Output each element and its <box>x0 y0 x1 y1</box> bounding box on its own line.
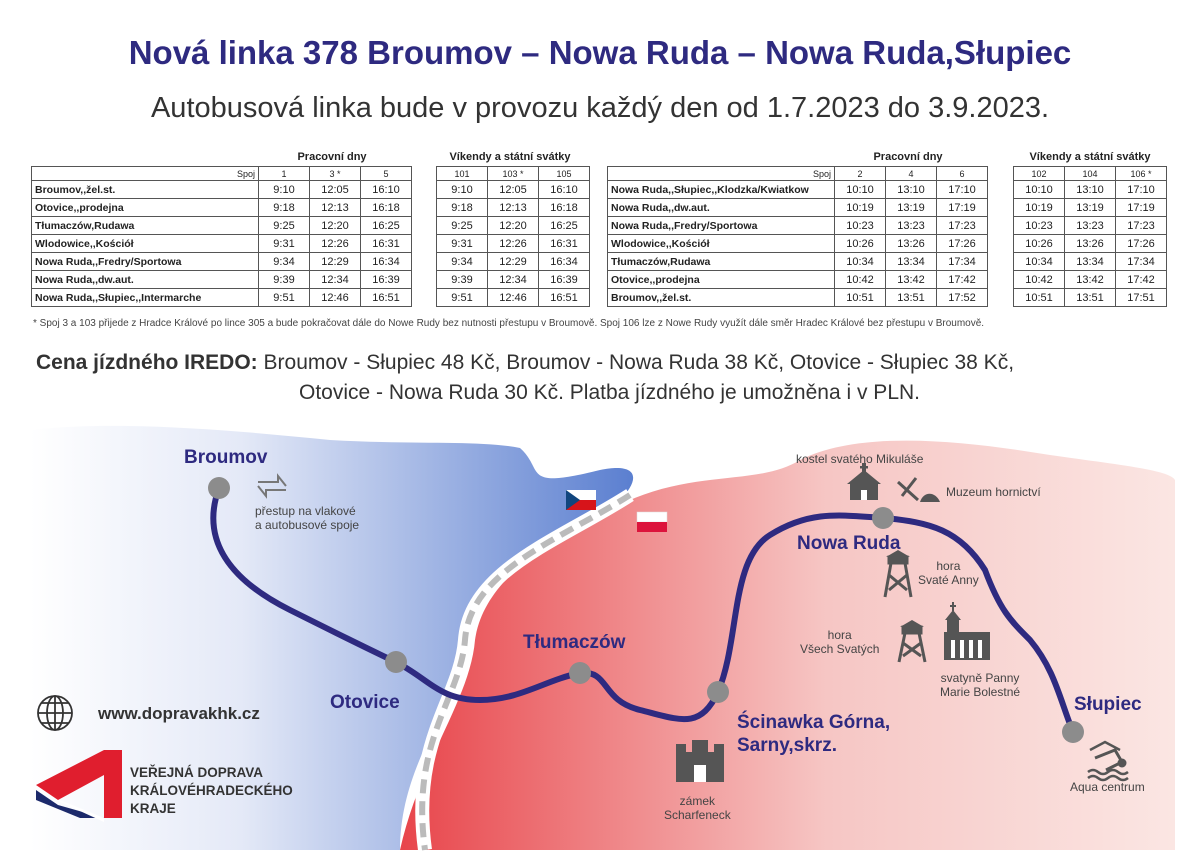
table-row <box>608 217 988 235</box>
departure-time: 12:05 <box>488 181 539 199</box>
stop-otovice <box>385 651 407 673</box>
timetable-outbound-weekend <box>436 166 590 307</box>
departure-time: 12:46 <box>488 289 539 307</box>
table-row <box>32 199 412 217</box>
departure-time: 17:51 <box>1116 289 1167 307</box>
poi-hora-svatych <box>800 628 879 656</box>
table-row <box>1014 217 1167 235</box>
stop-broumov <box>208 477 230 499</box>
departure-time: 17:26 <box>937 235 988 253</box>
table-header-row <box>608 167 988 181</box>
trip-number: 101 <box>437 167 488 181</box>
table-row <box>32 217 412 235</box>
departure-time: 13:51 <box>886 289 937 307</box>
stop-nowa-ruda <box>872 507 894 529</box>
table-row <box>1014 235 1167 253</box>
table-header-row <box>437 167 590 181</box>
departure-time: 10:34 <box>1014 253 1065 271</box>
organization-name <box>130 764 293 818</box>
departure-time: 16:10 <box>539 181 590 199</box>
departure-time: 13:42 <box>886 271 937 289</box>
price-line1: Broumov - Słupiec 48 Kč, Broumov - Nowa Ruda 38 Kč, Otovice - Słupiec 38 Kč, <box>263 351 1015 374</box>
table-out-workdays-header: Pracovní dny <box>297 151 367 163</box>
stop-scinawka <box>707 681 729 703</box>
departure-time: 16:10 <box>361 181 412 199</box>
table-row <box>437 235 590 253</box>
town-scinawka-line2: Sarny,skrz. <box>737 735 837 756</box>
transfer-note <box>255 504 359 532</box>
departure-time: 17:34 <box>1116 253 1167 271</box>
departure-time: 10:23 <box>835 217 886 235</box>
transfer-note-line1: přestup na vlakové <box>255 504 356 518</box>
departure-time: 12:29 <box>488 253 539 271</box>
departure-time: 16:18 <box>361 199 412 217</box>
stop-name: Broumov,,žel.st. <box>32 181 259 199</box>
stop-name: Nowa Ruda,,Fredry/Sportowa <box>32 253 259 271</box>
poi-muzeum: Muzeum hornictví <box>946 485 1041 499</box>
departure-time: 16:34 <box>539 253 590 271</box>
town-otovice: Otovice <box>330 692 400 713</box>
departure-time: 16:51 <box>539 289 590 307</box>
departure-time: 17:19 <box>937 199 988 217</box>
price-label: Cena jízdného IREDO: <box>36 351 258 374</box>
departure-time: 10:19 <box>835 199 886 217</box>
table-row <box>32 181 412 199</box>
trip-number: 3 * <box>310 167 361 181</box>
departure-time: 9:18 <box>437 199 488 217</box>
poi-zamek <box>664 794 731 822</box>
departure-time: 13:23 <box>886 217 937 235</box>
trip-number: 1 <box>259 167 310 181</box>
departure-time: 17:34 <box>937 253 988 271</box>
departure-time: 12:26 <box>310 235 361 253</box>
czech-flag-icon <box>566 490 596 510</box>
departure-time: 17:42 <box>937 271 988 289</box>
stop-name: Otovice,,prodejna <box>608 271 835 289</box>
table-header-row <box>1014 167 1167 181</box>
departure-time: 9:34 <box>259 253 310 271</box>
town-tlumaczow: Tłumaczów <box>523 632 626 653</box>
departure-time: 17:10 <box>1116 181 1167 199</box>
departure-time: 9:51 <box>259 289 310 307</box>
departure-time: 16:39 <box>361 271 412 289</box>
table-row <box>437 217 590 235</box>
stop-name: Nowa Ruda,,Słupiec,,Intermarche <box>32 289 259 307</box>
departure-time: 9:25 <box>259 217 310 235</box>
departure-time: 9:31 <box>259 235 310 253</box>
table-out-weekend-header: Víkendy a státní svátky <box>449 151 571 163</box>
table-row <box>608 289 988 307</box>
town-nowa-ruda: Nowa Ruda <box>797 533 901 554</box>
poi-hora-svatych-line2: Všech Svatých <box>800 642 880 656</box>
table-row <box>437 289 590 307</box>
org-line1: VEŘEJNÁ DOPRAVA <box>130 765 264 780</box>
departure-time: 17:23 <box>1116 217 1167 235</box>
departure-time: 9:10 <box>437 181 488 199</box>
departure-time: 12:34 <box>310 271 361 289</box>
departure-time: 9:25 <box>437 217 488 235</box>
departure-time: 13:10 <box>1065 181 1116 199</box>
table-row <box>32 289 412 307</box>
town-scinawka <box>737 711 890 757</box>
stop-name: Tłumaczów,Rudawa <box>32 217 259 235</box>
departure-time: 13:42 <box>1065 271 1116 289</box>
trip-number: 2 <box>835 167 886 181</box>
departure-time: 9:51 <box>437 289 488 307</box>
table-row <box>32 271 412 289</box>
trip-number: 103 * <box>488 167 539 181</box>
departure-time: 12:13 <box>310 199 361 217</box>
poi-hora-anny-line2: Svaté Anny <box>918 573 979 587</box>
departure-time: 17:26 <box>1116 235 1167 253</box>
polish-flag-icon <box>637 512 667 532</box>
departure-time: 16:34 <box>361 253 412 271</box>
departure-time: 13:26 <box>1065 235 1116 253</box>
departure-time: 17:23 <box>937 217 988 235</box>
table-back-weekend-header: Víkendy a státní svátky <box>1029 151 1151 163</box>
poi-svatyne-line1: svatyně Panny <box>940 671 1020 685</box>
departure-time: 13:19 <box>1065 199 1116 217</box>
departure-time: 12:05 <box>310 181 361 199</box>
org-line2: KRÁLOVÉHRADECKÉHO <box>130 783 293 798</box>
trip-number: 4 <box>886 167 937 181</box>
departure-time: 13:26 <box>886 235 937 253</box>
price-info <box>36 348 1014 408</box>
spoj-label: Spoj <box>32 167 259 181</box>
transfer-note-line2: a autobusové spoje <box>255 518 360 532</box>
departure-time: 17:42 <box>1116 271 1167 289</box>
departure-time: 13:34 <box>886 253 937 271</box>
departure-time: 13:34 <box>1065 253 1116 271</box>
table-row <box>32 253 412 271</box>
website-link[interactable]: www.dopravakhk.cz <box>98 704 260 723</box>
globe-icon <box>38 696 72 730</box>
departure-time: 9:31 <box>437 235 488 253</box>
stop-name: Nowa Ruda,,dw.aut. <box>32 271 259 289</box>
table-header-row <box>32 167 412 181</box>
poi-zamek-line1: zámek <box>679 794 716 808</box>
departure-time: 10:51 <box>835 289 886 307</box>
table-row <box>437 199 590 217</box>
table-row <box>608 181 988 199</box>
departure-time: 13:19 <box>886 199 937 217</box>
timetable-outbound-workdays <box>31 166 412 307</box>
price-line2: Otovice - Nowa Ruda 30 Kč. Platba jízdného je umožněna i v PLN. <box>299 381 920 404</box>
departure-time: 9:39 <box>437 271 488 289</box>
timetable-return-workdays <box>607 166 988 307</box>
departure-time: 13:51 <box>1065 289 1116 307</box>
table-row <box>608 253 988 271</box>
poi-hora-svatych-line1: hora <box>827 628 852 642</box>
table-row <box>1014 199 1167 217</box>
table-row <box>437 253 590 271</box>
departure-time: 16:25 <box>539 217 590 235</box>
departure-time: 12:29 <box>310 253 361 271</box>
poi-zamek-line2: Scharfeneck <box>664 808 731 822</box>
poi-kostel: kostel svatého Mikuláše <box>796 452 924 466</box>
departure-time: 12:13 <box>488 199 539 217</box>
poi-hora-anny-line1: hora <box>936 559 961 573</box>
trip-number: 106 * <box>1116 167 1167 181</box>
departure-time: 12:20 <box>488 217 539 235</box>
table-row <box>1014 289 1167 307</box>
stop-name: Otovice,,prodejna <box>32 199 259 217</box>
departure-time: 10:51 <box>1014 289 1065 307</box>
table-row <box>608 199 988 217</box>
departure-time: 10:10 <box>835 181 886 199</box>
departure-time: 10:23 <box>1014 217 1065 235</box>
departure-time: 10:26 <box>1014 235 1065 253</box>
departure-time: 13:10 <box>886 181 937 199</box>
departure-time: 10:42 <box>835 271 886 289</box>
departure-time: 17:19 <box>1116 199 1167 217</box>
table-row <box>608 235 988 253</box>
departure-time: 12:26 <box>488 235 539 253</box>
departure-time: 9:10 <box>259 181 310 199</box>
departure-time: 16:39 <box>539 271 590 289</box>
stop-name: Nowa Ruda,,Fredry/Sportowa <box>608 217 835 235</box>
departure-time: 17:52 <box>937 289 988 307</box>
trip-number: 102 <box>1014 167 1065 181</box>
trip-number: 6 <box>937 167 988 181</box>
departure-time: 9:34 <box>437 253 488 271</box>
trip-number: 104 <box>1065 167 1116 181</box>
table-row <box>1014 253 1167 271</box>
departure-time: 12:46 <box>310 289 361 307</box>
table-back-workdays-header: Pracovní dny <box>873 151 943 163</box>
trip-number: 5 <box>361 167 412 181</box>
departure-time: 16:25 <box>361 217 412 235</box>
departure-time: 12:34 <box>488 271 539 289</box>
org-line3: KRAJE <box>130 801 176 816</box>
trip-number: 105 <box>539 167 590 181</box>
town-scinawka-line1: Ścinawka Górna, <box>737 712 891 733</box>
stop-name: Nowa Ruda,,Słupiec,,Klodzka/Kwiatkow <box>608 181 835 199</box>
table-row <box>437 181 590 199</box>
departure-time: 17:10 <box>937 181 988 199</box>
table-row <box>608 271 988 289</box>
poi-svatyne-line2: Marie Bolestné <box>940 685 1021 699</box>
stop-name: Nowa Ruda,,dw.aut. <box>608 199 835 217</box>
departure-time: 10:26 <box>835 235 886 253</box>
departure-time: 10:19 <box>1014 199 1065 217</box>
stop-name: Wlodowice,,Kościół <box>608 235 835 253</box>
poi-svatyne <box>940 671 1020 699</box>
stop-tlumaczow <box>569 662 591 684</box>
stop-name: Tłumaczów,Rudawa <box>608 253 835 271</box>
departure-time: 10:34 <box>835 253 886 271</box>
departure-time: 9:18 <box>259 199 310 217</box>
departure-time: 16:51 <box>361 289 412 307</box>
table-row <box>32 235 412 253</box>
page-title: Nová linka 378 Broumov – Nowa Ruda – Nowa Ruda,Słupiec <box>128 34 1072 71</box>
town-broumov: Broumov <box>184 447 268 468</box>
departure-time: 16:31 <box>539 235 590 253</box>
stop-name: Wlodowice,,Kościół <box>32 235 259 253</box>
departure-time: 10:42 <box>1014 271 1065 289</box>
departure-time: 9:39 <box>259 271 310 289</box>
spoj-label: Spoj <box>608 167 835 181</box>
departure-time: 12:20 <box>310 217 361 235</box>
stop-name: Broumov,,žel.st. <box>608 289 835 307</box>
castle-icon <box>676 740 724 782</box>
poi-hora-anny <box>918 559 979 587</box>
table-row <box>1014 271 1167 289</box>
departure-time: 16:31 <box>361 235 412 253</box>
town-slupiec: Słupiec <box>1074 694 1142 715</box>
departure-time: 13:23 <box>1065 217 1116 235</box>
table-row <box>1014 181 1167 199</box>
page-subtitle: Autobusová linka bude v provozu každý den od 1.7.2023 do 3.9.2023. <box>150 92 1050 124</box>
departure-time: 16:18 <box>539 199 590 217</box>
footnote: * Spoj 3 a 103 přijede z Hradce Králové po lince 305 a bude pokračovat dále do Nowe Rudy bez nutnosti přestupu v Broumově. Spoj 106 lze z Nowe Rudy využít dále směr Hradec Králové bez přestupu v Broumově. <box>33 318 985 329</box>
poi-aqua: Aqua centrum <box>1070 780 1145 794</box>
departure-time: 10:10 <box>1014 181 1065 199</box>
table-row <box>437 271 590 289</box>
timetable-return-weekend <box>1013 166 1167 307</box>
stop-slupiec <box>1062 721 1084 743</box>
